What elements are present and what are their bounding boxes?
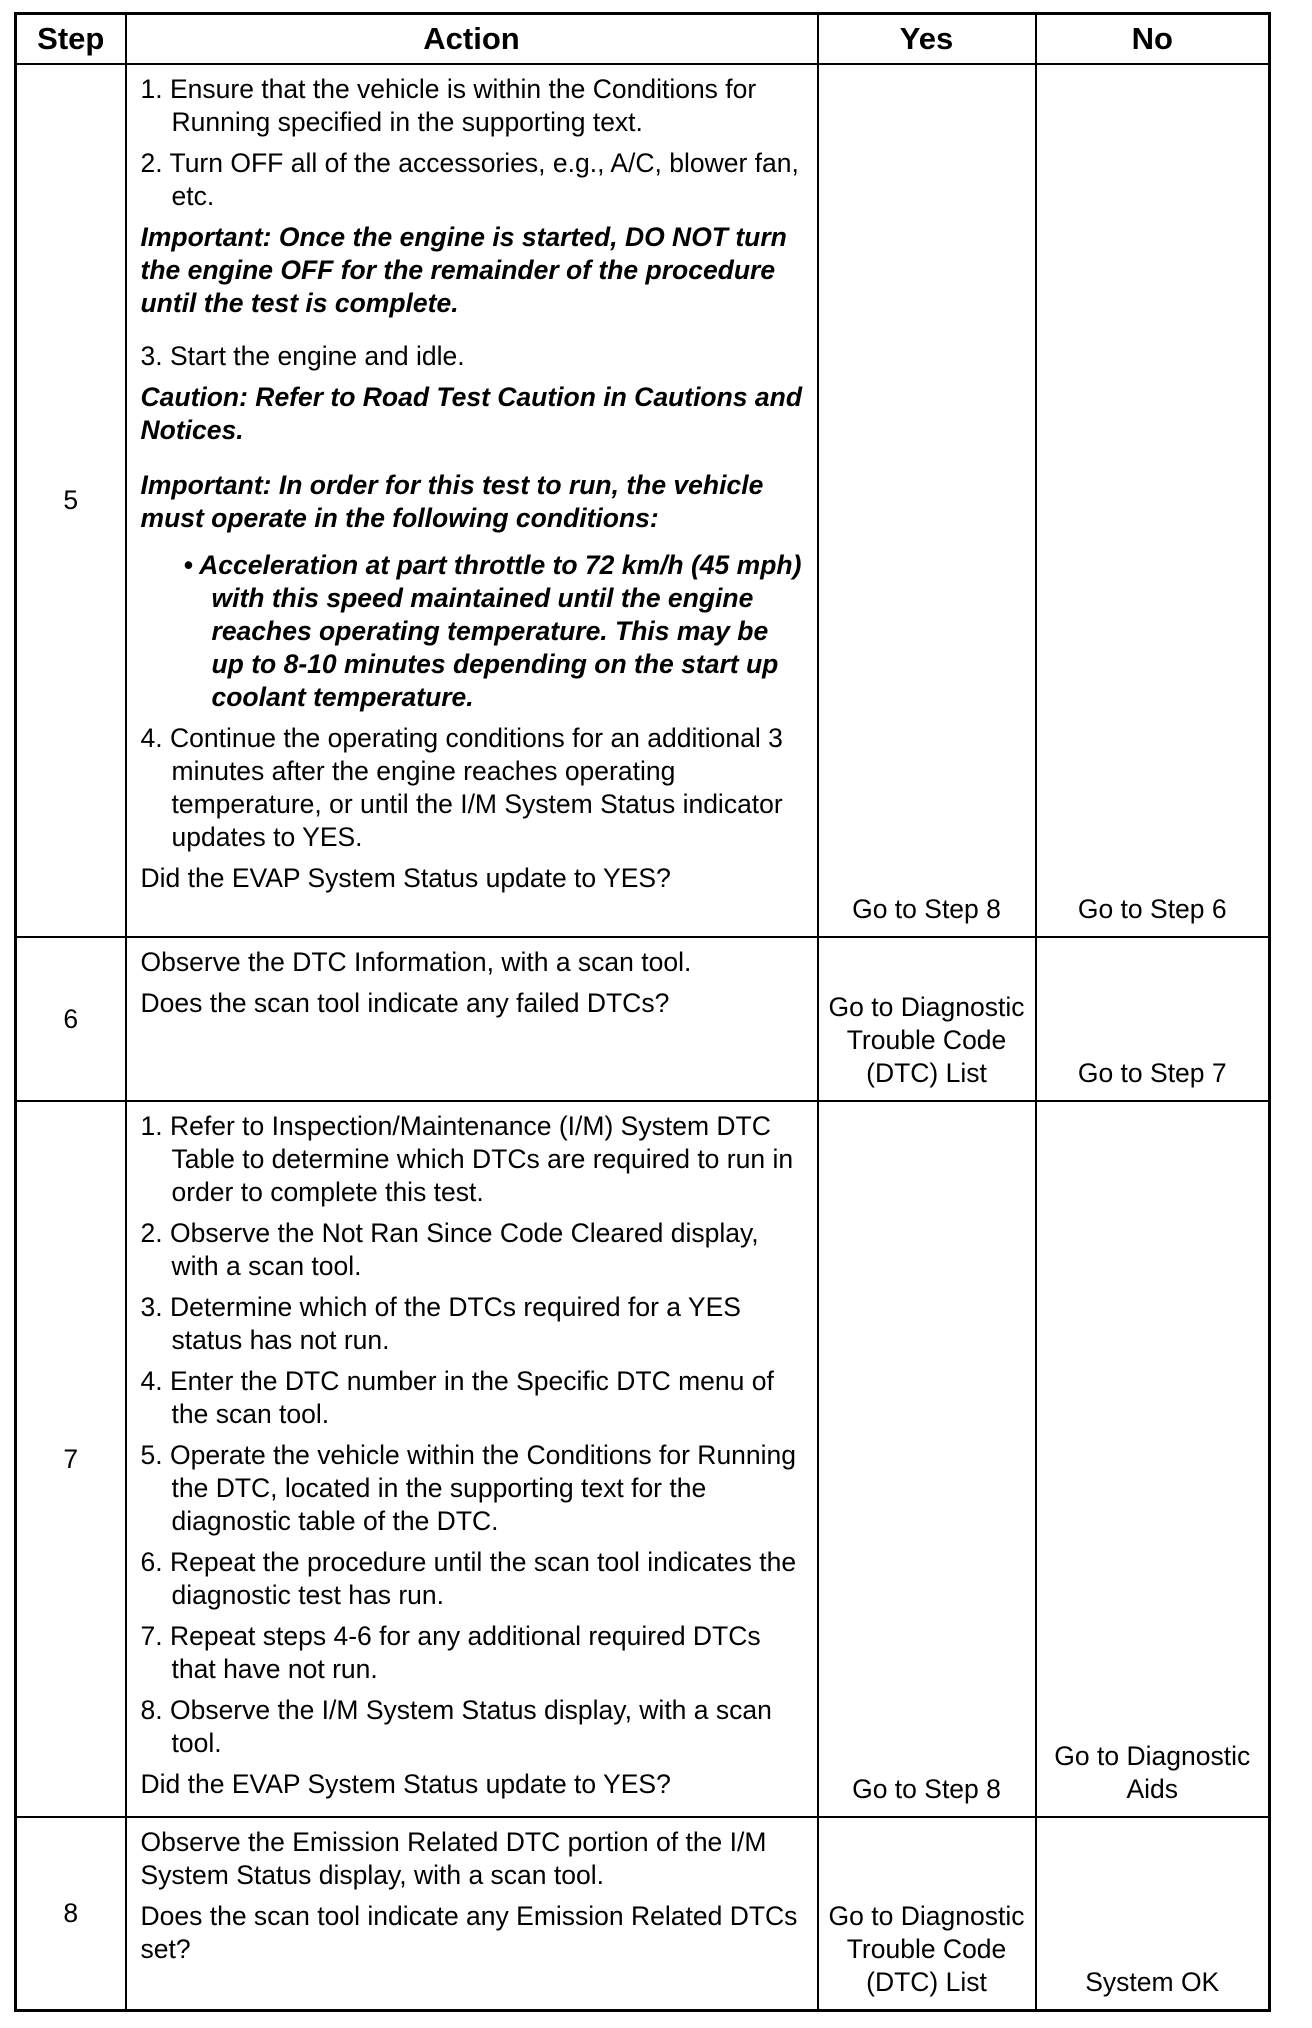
action-item: 6. Repeat the procedure until the scan tool indicates the diagnostic test has run. (140, 1547, 797, 1610)
action-item: 5. Operate the vehicle within the Conditions for Running the DTC, located in the supporting text for the diagnostic table of the DTC. (140, 1440, 797, 1536)
action-cell (126, 1817, 818, 2010)
header-row (16, 14, 1270, 65)
action-cell (126, 937, 818, 1101)
table-row-step-6 (16, 937, 1270, 1101)
action-question: Does the scan tool indicate any failed DTCs? (140, 988, 670, 1018)
yes-result: Go to Step 8 (818, 1101, 1036, 1817)
step-number: 6 (16, 937, 126, 1101)
diagnostic-table (14, 12, 1271, 2012)
action-item: 1. Refer to Inspection/Maintenance (I/M) System DTC Table to determine which DTCs are required to run in order to complete this test. (140, 1111, 794, 1207)
table-row-step-5 (16, 64, 1270, 937)
header-yes: Yes (818, 14, 1036, 65)
action-line: Observe the DTC Information, with a scan tool. (140, 947, 692, 977)
condition-bullet: • Acceleration at part throttle to 72 km/h (45 mph) with this speed maintained until the engine reaches operating temperature. This may be up to 8-10 minutes depending on the start up coolant temperature. (183, 550, 802, 712)
step-number: 7 (16, 1101, 126, 1817)
no-result: System OK (1036, 1817, 1270, 2010)
action-item: 3. Start the engine and idle. (140, 341, 465, 371)
action-item: 4. Continue the operating conditions for an additional 3 minutes after the engine reaches operating temperature, or until the I/M System Status indicator updates to YES. (140, 723, 783, 852)
table-row-step-8 (16, 1817, 1270, 2010)
table-row-step-7 (16, 1101, 1270, 1817)
header-no: No (1036, 14, 1270, 65)
header-action: Action (126, 14, 818, 65)
step-number: 5 (16, 64, 126, 937)
action-item: 1. Ensure that the vehicle is within the Conditions for Running specified in the supporting text. (140, 74, 757, 137)
action-item: 7. Repeat steps 4-6 for any additional required DTCs that have not run. (140, 1621, 761, 1684)
no-result: Go to Step 7 (1036, 937, 1270, 1101)
yes-result: Go to Diagnostic Trouble Code (DTC) List (818, 1817, 1036, 2010)
action-item: 3. Determine which of the DTCs required for a YES status has not run. (140, 1292, 741, 1355)
no-result: Go to Step 6 (1036, 64, 1270, 937)
no-result: Go to Diagnostic Aids (1036, 1101, 1270, 1817)
important-note: Important: Once the engine is started, DO NOT turn the engine OFF for the remainder of the procedure until the test is complete. (140, 222, 787, 318)
action-question: Did the EVAP System Status update to YES? (140, 863, 671, 893)
yes-result: Go to Diagnostic Trouble Code (DTC) List (818, 937, 1036, 1101)
important-note: Important: In order for this test to run, the vehicle must operate in the following conditions: (140, 470, 764, 533)
action-item: 8. Observe the I/M System Status display, with a scan tool. (140, 1695, 772, 1758)
action-cell (126, 1101, 818, 1817)
action-item: 4. Enter the DTC number in the Specific DTC menu of the scan tool. (140, 1366, 774, 1429)
action-question: Does the scan tool indicate any Emission Related DTCs set? (140, 1901, 798, 1964)
action-question: Did the EVAP System Status update to YES? (140, 1769, 671, 1799)
action-cell (126, 64, 818, 937)
action-item: 2. Turn OFF all of the accessories, e.g., A/C, blower fan, etc. (140, 148, 799, 211)
step-number: 8 (16, 1817, 126, 2010)
caution-note: Caution: Refer to Road Test Caution in Cautions and Notices. (140, 382, 803, 445)
yes-result: Go to Step 8 (818, 64, 1036, 937)
header-step: Step (16, 14, 126, 65)
action-item: 2. Observe the Not Ran Since Code Cleared display, with a scan tool. (140, 1218, 759, 1281)
action-line: Observe the Emission Related DTC portion of the I/M System Status display, with a scan tool. (140, 1827, 767, 1890)
